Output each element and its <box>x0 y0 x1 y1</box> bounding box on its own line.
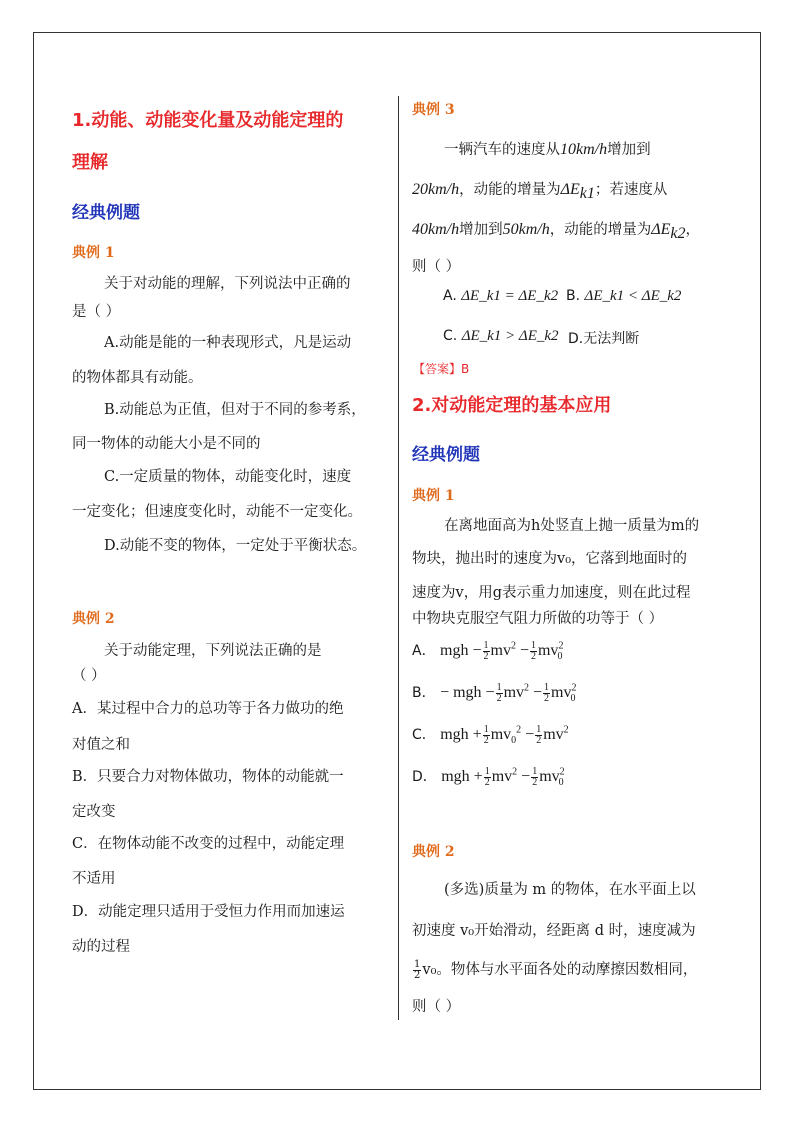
option-a: A.动能是能的一种表现形式，凡是运动 <box>104 335 352 351</box>
option-d: D.无法判断 <box>568 331 640 347</box>
option-b: B.动能总为正值，但对于不同的参考系， <box>104 402 366 418</box>
question-line: 中物块克服空气阻力所做的功等于（ ） <box>412 611 664 627</box>
option-c: C. ΔE_k1 > ΔE_k2 <box>443 328 559 344</box>
option-a: A． mgh − $\frac{1}{2}$ $mv^2$ − $\frac{1}{2}$ $mv^2_0$ <box>412 639 564 663</box>
question-line: 则（ ） <box>412 259 461 275</box>
question-line: 40km/h增加到50km/h，动能的增量为$\Delta E_{k2}$， <box>412 221 700 242</box>
option-c: C． mgh + $\frac{1}{2}$ $mv_0^2$ − $\frac{1}{2}$ $mv^2$ <box>412 723 569 747</box>
question-line: 物块，抛出时的速度为v₀，它落到地面时的 <box>412 551 688 567</box>
option-b-expr: ΔE_k1 < ΔE_k2 <box>584 288 682 304</box>
option-c-cont: 不适用 <box>72 871 116 887</box>
formula: mgh + $\frac{1}{2}$ $mv^2$ − $\frac{1}{2}$ $mv^2_0$ <box>441 765 565 789</box>
answer-text: 【答案】B <box>413 362 470 376</box>
sub-heading: 经典例题 <box>412 445 480 465</box>
question-line: $\frac{1}{2}$ v₀。物体与水平面各处的动摩擦因数相同， <box>414 958 698 981</box>
option-d: D． mgh + $\frac{1}{2}$ $mv^2$ − $\frac{1}{2}$ $mv^2_0$ <box>412 765 565 789</box>
option-b: B. ΔE_k1 < ΔE_k2 <box>566 288 682 304</box>
example-label: 典例 2 <box>72 611 115 627</box>
question-line: 则（ ） <box>412 999 461 1015</box>
formula: mgh + $\frac{1}{2}$ $mv_0^2$ − $\frac{1}{2}$ $mv^2$ <box>440 723 569 747</box>
section-title: 1.动能、动能变化量及动能定理的 <box>72 110 344 131</box>
option-c-cont: 一定变化；但速度变化时，动能不一定变化。 <box>72 504 362 520</box>
option-a-expr: ΔE_k1 = ΔE_k2 <box>461 288 559 304</box>
option-a: A. ΔE_k1 = ΔE_k2 <box>443 288 559 304</box>
example-label: 典例 2 <box>412 844 455 860</box>
option-b: B． − mgh − $\frac{1}{2}$ $mv^2$ − $\frac{1}{2}$ $mv^2_0$ <box>412 681 577 705</box>
option-d: D.动能不变的物体，一定处于平衡状态。 <box>104 538 367 554</box>
question-line: (多选)质量为 m 的物体，在水平面上以 <box>444 882 696 898</box>
sub-heading: 经典例题 <box>72 203 140 223</box>
example-label: 典例 3 <box>412 102 455 118</box>
option-c: C.一定质量的物体，动能变化时，速度 <box>104 469 352 485</box>
section-title-cont: 理解 <box>72 152 108 173</box>
question-text: （ ） <box>72 668 106 684</box>
option-a: A．某过程中合力的总功等于各力做功的绝 <box>72 701 344 717</box>
example-label: 典例 1 <box>72 245 115 261</box>
option-c-expr: ΔE_k1 > ΔE_k2 <box>461 328 559 344</box>
option-b: B．只要合力对物体做功，物体的动能就一 <box>72 769 344 785</box>
option-d: D．动能定理只适用于受恒力作用而加速运 <box>72 904 345 920</box>
question-text: 关于对动能的理解，下列说法中正确的 <box>104 276 351 292</box>
section-title: 2.对动能定理的基本应用 <box>412 395 612 416</box>
option-b-cont: 定改变 <box>72 804 116 820</box>
question-line: 速度为v，用g表示重力加速度，则在此过程 <box>412 585 691 601</box>
example-label: 典例 1 <box>412 488 455 504</box>
option-b-cont: 同一物体的动能大小是不同的 <box>72 436 261 452</box>
option-a-cont: 的物体都具有动能。 <box>72 370 203 386</box>
option-a-cont: 对值之和 <box>72 737 130 753</box>
question-line: 20km/h，动能的增量为$\Delta E_{k1}$；若速度从 <box>412 181 668 202</box>
question-text: 是（ ） <box>72 304 121 320</box>
option-d-cont: 动的过程 <box>72 939 130 955</box>
question-text: 关于动能定理，下列说法正确的是 <box>104 643 322 659</box>
formula: − mgh − $\frac{1}{2}$ $mv^2$ − $\frac{1}{2}$ $mv^2_0$ <box>440 681 577 705</box>
question-line: 在离地面高为h处竖直上抛一质量为m的 <box>444 518 700 534</box>
question-line: 初速度 v₀开始滑动，经距离 d 时，速度减为 <box>412 923 696 939</box>
formula: mgh − $\frac{1}{2}$ $mv^2$ − $\frac{1}{2}$ $mv^2_0$ <box>440 639 564 663</box>
question-line: 一辆汽车的速度从10km/h增加到 <box>444 141 651 158</box>
option-c: C．在物体动能不改变的过程中，动能定理 <box>72 836 345 852</box>
column-divider <box>398 96 399 1020</box>
